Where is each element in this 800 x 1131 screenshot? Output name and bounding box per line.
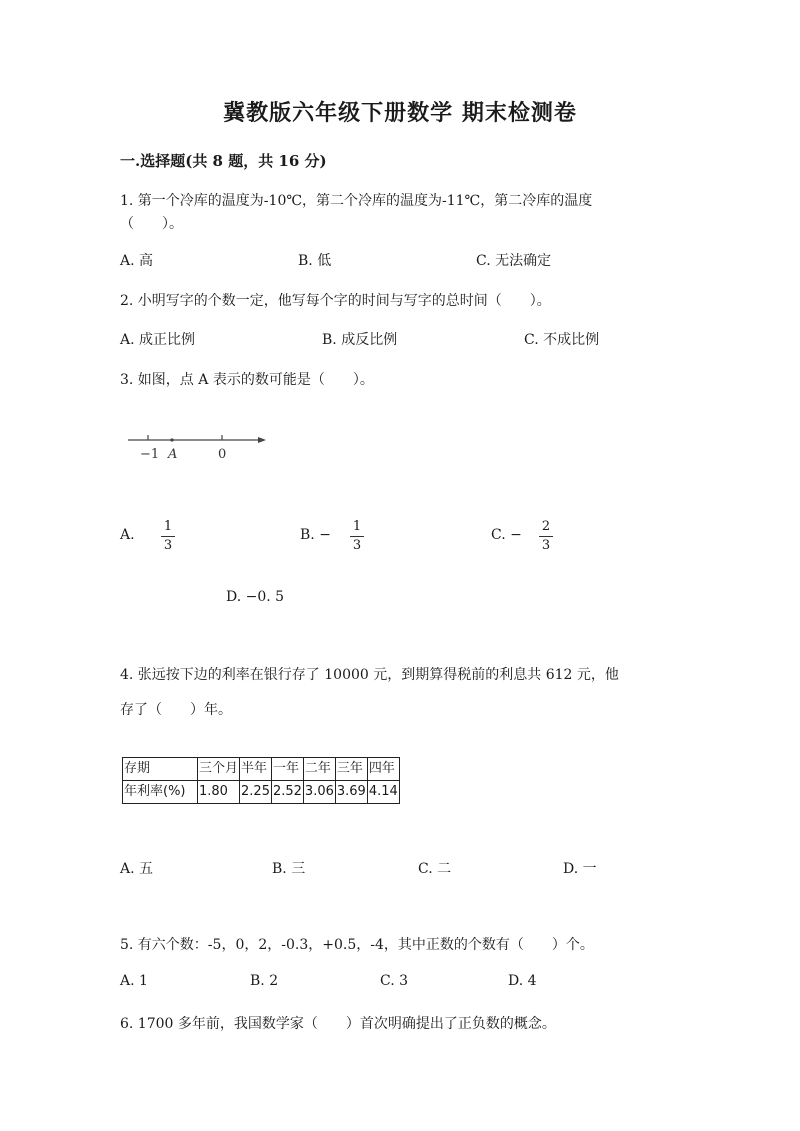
label-a: A [168,447,178,462]
question-2-option-c: C. 不成比例 [524,332,600,348]
table-cell: 2.25 [240,781,272,804]
question-6-text: 6. 1700 多年前，我国数学家（ ）首次明确提出了正负数的概念。 [120,1016,556,1032]
table-header-cell: 二年 [303,758,335,781]
number-line [126,428,276,464]
label-minus-1: −1 [140,447,160,462]
table-header-cell: 存期 [123,758,198,781]
fraction-denominator: 3 [352,538,362,553]
question-5-text: 5. 有六个数：-5，0，2，-0.3，+0.5，-4，其中正数的个数有（ ）个。 [120,937,594,953]
question-3-option-a: A. [120,527,135,543]
page-title: 冀教版六年级下册数学 期末检测卷 [223,100,577,126]
point-a [170,438,173,441]
question-5-option-b: B. 2 [250,973,279,989]
table-header-cell: 四年 [367,758,399,781]
question-5-option-d: D. 4 [508,973,537,989]
question-3-option-b: B. − [300,527,331,543]
question-4-line-2: 存了（ ）年。 [120,702,232,718]
question-1-line-2: （ ）。 [120,216,183,232]
question-1-option-b: B. 低 [298,253,332,269]
interest-rate-table [122,757,400,804]
question-4-option-a: A. 五 [120,861,154,877]
question-2-text: 2. 小明写字的个数一定，他写每个字的时间与写字的总时间（ ）。 [120,293,551,309]
table-header-cell: 三年 [335,758,367,781]
fraction-denominator: 3 [541,538,551,553]
table-header-cell: 一年 [271,758,303,781]
question-4-option-d: D. 一 [563,861,597,877]
question-1-line-1: 1. 第一个冷库的温度为-10℃，第二个冷库的温度为-11℃，第二冷库的温度 [120,193,593,209]
fraction-numerator: 2 [541,519,551,534]
question-5-option-c: C. 3 [380,973,409,989]
table-cell: 年利率(%) [123,781,198,804]
question-1-option-c: C. 无法确定 [476,253,552,269]
fraction-bar [161,536,175,537]
table-cell: 4.14 [367,781,399,804]
table-header-cell: 半年 [240,758,272,781]
fraction-denominator: 3 [163,538,173,553]
question-3-option-d: D. −0. 5 [226,589,285,605]
option-b-fraction [350,519,364,554]
question-3-text: 3. 如图，点 A 表示的数可能是（ ）。 [120,372,374,388]
table-cell: 2.52 [271,781,303,804]
table-header-row [123,758,400,781]
label-0: 0 [218,447,227,462]
fraction-numerator: 1 [352,519,362,534]
table-cell: 3.06 [303,781,335,804]
question-1-option-a: A. 高 [120,253,154,269]
table-cell: 1.80 [198,781,240,804]
question-2-option-a: A. 成正比例 [120,332,196,348]
table-cell: 3.69 [335,781,367,804]
section-heading: 一.选择题(共 8 题，共 16 分) [120,152,327,170]
number-line-figure [126,428,276,468]
table-header-cell: 三个月 [198,758,240,781]
fraction-bar [350,536,364,537]
question-4-option-b: B. 三 [272,861,306,877]
option-c-fraction [539,519,553,554]
table-row [123,781,400,804]
option-a-fraction [161,519,175,554]
question-4-option-c: C. 二 [418,861,452,877]
question-3-option-c: C. − [491,527,522,543]
fraction-numerator: 1 [163,519,173,534]
question-2-option-b: B. 成反比例 [322,332,398,348]
question-5-option-a: A. 1 [120,973,148,989]
arrow-icon [258,437,266,443]
fraction-bar [539,536,553,537]
question-4-line-1: 4. 张远按下边的利率在银行存了 10000 元，到期算得税前的利息共 612 元，他 [120,667,619,683]
